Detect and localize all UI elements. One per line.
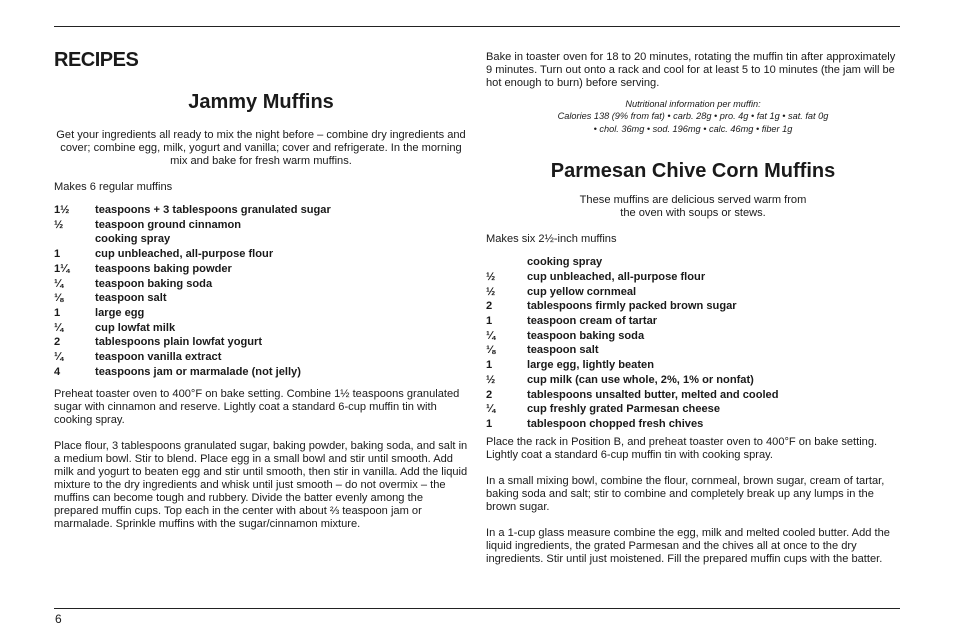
ingredient-text: tablespoons firmly packed brown sugar [527, 300, 737, 313]
ingredient-qty: ¼ [486, 403, 496, 416]
ingredient-text: cooking spray [527, 256, 603, 269]
recipe-intro: These muffins are delicious served warm from the oven with soups or stews. [579, 194, 807, 220]
ingredient-text: teaspoon cream of tartar [527, 315, 658, 328]
ingredient-row [486, 329, 900, 344]
ingredient-text: teaspoon salt [95, 292, 167, 305]
ingredient-qty: 2 [486, 388, 493, 401]
recipe-intro: Get your ingredients all ready to mix the night before – combine dry ingredients and cover; combine egg, milk, yogurt and vanilla; cover and refrigerate. In the morning mix and bake for fresh warm muffins. [56, 129, 466, 167]
ingredient-text: cup lowfat milk [95, 321, 176, 334]
bottom-rule [54, 608, 900, 609]
ingredient-qty: ¼ [54, 351, 64, 364]
ingredient-text: teaspoon salt [527, 344, 599, 357]
ingredient-row [54, 218, 468, 233]
ingredient-text: cup unbleached, all-purpose flour [95, 248, 274, 261]
ingredient-qty: 1 [54, 248, 61, 261]
recipe-yield: Makes six 2½-inch muffins [486, 233, 617, 246]
bake-instructions: Bake in toaster oven for 18 to 20 minutes, rotating the muffin tin after approximately 9 minutes. Turn out onto a rack and cool for at least 5 to 10 minutes (the jam will be hot enough to burn) before serving. [486, 51, 896, 89]
ingredient-qty: 1½ [54, 204, 70, 216]
instruction-paragraph: Preheat toaster oven to 400°F on bake setting. Combine 1½ teaspoons granulated sugar with cinnamon and reserve. Lightly coat a standard 6-cup muffin tin with cooking spray. [54, 388, 460, 427]
ingredient-row [54, 350, 468, 365]
ingredient-list [486, 255, 900, 431]
ingredient-qty [54, 232, 95, 247]
ingredient-qty: ⅛ [486, 344, 496, 357]
ingredient-qty: 4 [54, 365, 61, 378]
ingredient-row [486, 358, 900, 373]
ingredient-qty: 1¼ [54, 262, 70, 275]
ingredient-row [54, 335, 468, 350]
ingredient-row [54, 203, 468, 218]
ingredient-row [486, 270, 900, 285]
ingredient-text: tablespoons unsalted butter, melted and cooled [527, 388, 779, 401]
ingredient-row [486, 255, 900, 270]
ingredient-row [486, 388, 900, 403]
ingredient-qty: 2 [486, 300, 493, 313]
ingredient-text: cup unbleached, all-purpose flour [527, 270, 706, 283]
ingredient-text: cup milk (can use whole, 2%, 1% or nonfat) [527, 373, 754, 386]
ingredient-row [486, 299, 900, 314]
ingredient-qty: ¼ [54, 277, 64, 290]
instruction-paragraph: Place flour, 3 tablespoons granulated sugar, baking powder, baking soda, and salt in a medium bowl. Stir to blend. Place egg in a small bowl and stir until smooth. Add milk and yogurt to beaten egg and stir until smooth, then stir in vanilla. Add the liquid mixture to the dry ingredients and whisk until just smooth – do not overmix – the muffins can become tough and rubbery. Divide the batter evenly among the prepared muffin cups. Top each in the center with about ⅔ teaspoon jam or marmalade. Sprinkle muffins with the sugar/cinnamon mixture. [54, 440, 468, 531]
ingredient-text: large egg, lightly beaten [527, 359, 654, 372]
nutrition-line: Calories 138 (9% from fat) • carb. 28g • pro. 4g • fat 1g • sat. fat 0g [557, 111, 829, 122]
ingredient-row [54, 277, 468, 292]
ingredient-row [486, 402, 900, 417]
ingredient-row [54, 262, 468, 277]
ingredient-row [54, 306, 468, 321]
recipe-title-jammy-muffins: Jammy Muffins [188, 91, 334, 113]
instruction-paragraph: In a 1-cup glass measure combine the egg, milk and melted cooled butter. Add the liquid ingredients, the grated Parmesan and the chives all at once to the dry ingredients. Stir until just moistened. Fill the prepared muffin cups with the batter. [486, 526, 890, 565]
ingredient-qty: 1 [486, 359, 493, 372]
ingredient-row [54, 291, 468, 306]
recipe-title-parmesan-chive-corn-muffins: Parmesan Chive Corn Muffins [550, 160, 836, 183]
ingredient-qty: 1 [486, 417, 493, 430]
ingredient-row [54, 247, 468, 262]
ingredient-text: cooking spray [95, 233, 171, 246]
top-rule [54, 26, 900, 27]
ingredient-text: tablespoon chopped fresh chives [527, 417, 704, 430]
ingredient-text: teaspoons baking powder [95, 262, 232, 275]
ingredient-qty: ¼ [486, 329, 496, 342]
ingredient-row [486, 417, 900, 432]
ingredient-qty: ¼ [54, 321, 64, 334]
ingredient-qty: ⅛ [54, 292, 64, 305]
ingredient-qty: ½ [486, 270, 496, 283]
ingredient-row [54, 232, 468, 247]
nutrition-info [486, 98, 900, 135]
ingredient-row [486, 373, 900, 388]
nutrition-line: • chol. 36mg • sod. 196mg • calc. 46mg • fiber 1g [593, 123, 793, 134]
ingredient-qty: ½ [54, 218, 64, 231]
section-heading: RECIPES [54, 49, 139, 71]
ingredient-text: teaspoons + 3 tablespoons granulated sugar [95, 204, 331, 216]
right-column [486, 51, 900, 579]
ingredient-text: cup freshly grated Parmesan cheese [527, 403, 720, 416]
ingredient-qty: ½ [486, 373, 496, 386]
ingredient-text: large egg [95, 306, 145, 319]
ingredient-text: teaspoon baking soda [527, 329, 645, 342]
ingredient-qty: 1 [54, 306, 61, 319]
ingredient-qty: ½ [486, 285, 496, 298]
ingredient-qty: 2 [54, 336, 61, 349]
left-column [54, 50, 468, 544]
ingredient-text: teaspoon ground cinnamon [95, 218, 242, 231]
ingredient-text: teaspoon baking soda [95, 277, 213, 290]
recipe-yield: Makes 6 regular muffins [54, 181, 173, 193]
ingredient-row [486, 343, 900, 358]
instruction-paragraph: In a small mixing bowl, combine the flour, cornmeal, brown sugar, cream of tartar, baking soda and salt; stir to combine and completely break up any lumps in the brown sugar. [486, 474, 885, 513]
instruction-paragraph: Place the rack in Position B, and preheat toaster oven to 400°F on bake setting. Lightly coat a standard 6-cup muffin tin with cooking spray. [486, 435, 878, 461]
ingredient-qty: 1 [486, 315, 493, 328]
ingredient-text: teaspoon vanilla extract [95, 351, 222, 364]
ingredient-row [54, 365, 468, 380]
ingredient-text: tablespoons plain lowfat yogurt [95, 336, 263, 349]
ingredient-list [54, 203, 468, 379]
ingredient-text: cup yellow cornmeal [527, 285, 637, 298]
ingredient-row [486, 314, 900, 329]
ingredient-qty [486, 255, 527, 270]
nutrition-title: Nutritional information per muffin: [625, 99, 761, 109]
ingredient-text: teaspoons jam or marmalade (not jelly) [95, 365, 301, 378]
ingredient-row [54, 321, 468, 336]
ingredient-row [486, 285, 900, 300]
page-number: 6 [55, 612, 62, 626]
